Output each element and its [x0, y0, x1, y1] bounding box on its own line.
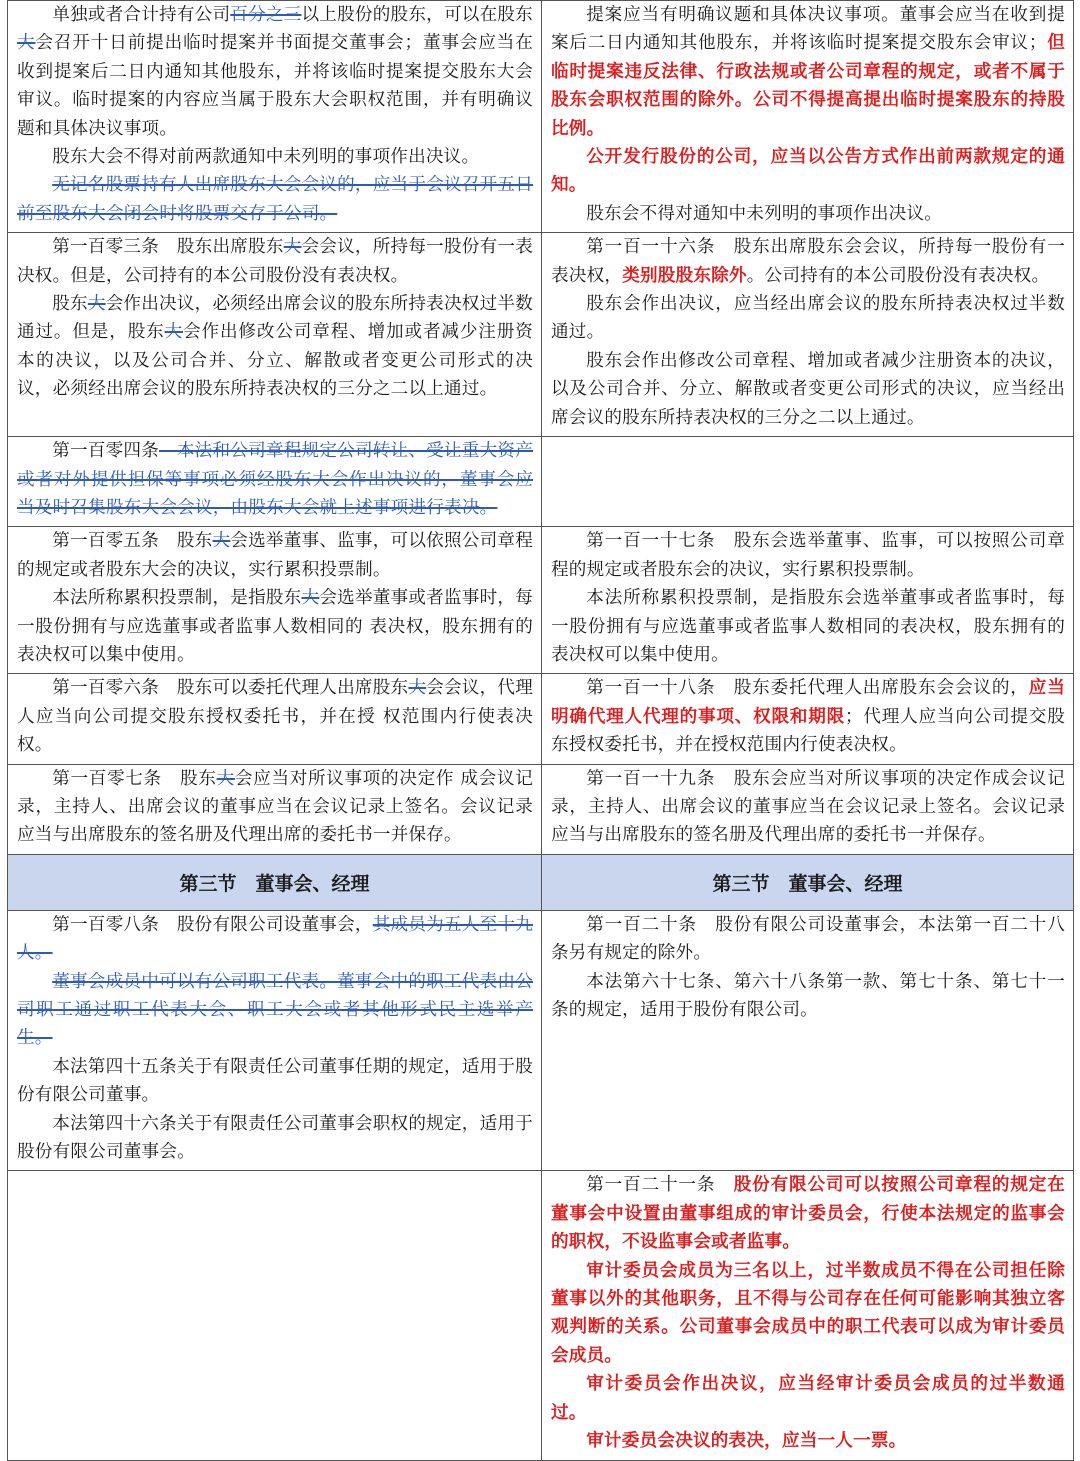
text-segment: 第一百一十七条 股东会选举董事、监事，可以按照公司章程的规定或者股东会的决议，实行累积投票制。	[551, 531, 1065, 580]
text-segment: 本法所称累积投票制，是指股东会选举董事或者监事时，每一股份拥有与应选董事或者监事人数相同的表决权，股东拥有的表决权可以集中使用。	[551, 588, 1065, 665]
deleted-text: 无记名股票持有人出席股东大会会议的，应当于会议召开五日前至股东大会闭会时将股票交存于公司。	[17, 175, 533, 224]
text-segment: ；代理人应当向公司提交股东授权委托书，并在授权范围内行使表决权。	[551, 706, 1065, 756]
paragraph	[551, 1427, 1065, 1455]
text-segment: 第一百二十一条	[586, 1175, 734, 1196]
new-law-cell	[542, 910, 1074, 1171]
added-text: 股份有限公司可以按照公司章程的规定在董事会中设置由董事组成的审计委员会，行使本法规定的监事会的职权，不设监事会或者监事。	[551, 1174, 1065, 1253]
text-segment: 以上股份的股东，可以在股东	[301, 5, 533, 25]
paragraph	[17, 1053, 533, 1110]
paragraph	[17, 584, 533, 669]
text-segment: 提案应当有明确议题和具体决议事项。董事会应当在收到提案后二日内通知其他股东，并将该临时提案提交股东会审议；	[551, 5, 1065, 54]
paragraph	[551, 347, 1065, 432]
text-segment: 股东会作出修改公司章程、增加或者减少注册资本的决议，以及公司合并、分立、解散或者变更公司形式的决议，应当经出席会议的股东所持表决权的三分之二以上通过。	[551, 350, 1065, 428]
paragraph	[551, 968, 1065, 1025]
text-segment: 第一百零五条 股东	[52, 531, 213, 552]
old-law-cell	[8, 233, 542, 437]
paragraph	[551, 584, 1065, 669]
text-segment: 股东会不得对通知中未列明的事项作出决议。	[586, 203, 943, 224]
new-law-cell	[542, 527, 1074, 674]
text-segment: 本法所称累积投票制，是指股东	[52, 588, 302, 609]
added-text: 审计委员会作出决议，应当经审计委员会成员的过半数通过。	[551, 1373, 1065, 1423]
table-row	[8, 910, 1074, 1171]
text-segment: 第一百二十条 股份有限公司设董事会，本法第一百二十八条另有规定的除外。	[551, 914, 1065, 964]
new-law-cell	[542, 764, 1074, 854]
text-segment: 第一百零七条 股东	[52, 768, 217, 789]
deleted-text: 大	[87, 294, 106, 315]
comparison-table	[7, 0, 1074, 1461]
added-text: 公开发行股份的公司，应当以公告方式作出前两款规定的通知。	[551, 146, 1065, 196]
text-segment: 第一百零六条 股东可以委托代理人出席股东	[52, 678, 409, 699]
deleted-text: 大	[301, 588, 320, 609]
old-law-cell	[8, 527, 542, 674]
deleted-text: 大	[212, 531, 231, 552]
section-title: 第三节 董事会、经理	[8, 854, 542, 910]
paragraph	[551, 233, 1065, 290]
new-law-cell	[542, 1, 1074, 233]
new-law-cell	[542, 233, 1074, 437]
text-segment: 会选举董事或者监事时，每一股份拥有与应选董事或者监事人数相同的 表决权，股东拥有的表决权可以集中使用。	[17, 588, 533, 665]
paragraph	[551, 1370, 1065, 1427]
old-law-cell	[8, 674, 542, 764]
text-segment: 股东会作出决议，应当经出席会议的股东所持表决权过半数通过。	[551, 294, 1065, 343]
old-law-cell	[8, 1, 542, 233]
paragraph	[17, 968, 533, 1053]
deleted-text: 董事会成员中可以有公司职工代表。董事会中的职工代表由公司职工通过职工代表大会、职工大会或者其他形式民主选举产生。	[17, 971, 533, 1049]
section-header-row	[8, 854, 1074, 910]
text-segment: 第一百一十九条 股东会应当对所议事项的决定作成会议记录，主持人、出席会议的董事应当在会议记录上签名。会议记录应当与出席股东的签名册及代理出席的委托书一并保存。	[551, 768, 1065, 846]
paragraph	[551, 911, 1065, 968]
paragraph	[17, 911, 533, 968]
text-segment: 会会议，所持每一股份有一表决权。但是，公司持有的本公司股份没有表决权。	[17, 237, 533, 286]
text-segment: 会会议，代理人应当向公司提交股东授权委托书，并在授 权范围内行使表决权。	[17, 678, 533, 756]
added-text: 审计委员会成员为三名以上，过半数成员不得在公司担任除董事以外的其他职务，且不得与公司存在任何可能影响其独立客观判断的关系。公司董事会成员中的职工代表可以成为审计委员会成员。	[551, 1259, 1065, 1366]
paragraph	[17, 674, 533, 759]
text-segment: 。公司持有的本公司股份没有表决权。	[746, 265, 1050, 286]
table-row	[8, 674, 1074, 764]
text-segment: 会作出决议，必须经出席会议的股东所持表决权过半数通过。但是，股东	[17, 294, 533, 343]
added-text: 类别股股东除外	[622, 264, 747, 286]
text-segment: 会作出修改公司章程、增加或者减少注册资本的决议，以及公司合并、分立、解散或者变更公司形式的决议，必须经出席会议的股东所持表决权的三分之二以上通过。	[17, 322, 533, 400]
text-segment: 本法第四十五条关于有限责任公司董事任期的规定，适用于股份有限公司董事。	[17, 1056, 533, 1106]
new-law-cell	[542, 1171, 1074, 1460]
paragraph	[551, 290, 1065, 347]
text-segment: 会选举董事、监事，可以依照公司章程的规定或者股东大会的决议，实行累积投票制。	[17, 531, 533, 580]
deleted-text: 大	[283, 237, 302, 258]
table-row	[8, 527, 1074, 674]
paragraph	[17, 171, 533, 228]
paragraph	[17, 143, 533, 171]
text-segment: 股东大会不得对前两款通知中未列明的事项作出决议。	[52, 147, 480, 168]
paragraph	[17, 527, 533, 584]
paragraph	[551, 1257, 1065, 1371]
paragraph	[17, 1, 533, 143]
table-row	[8, 1171, 1074, 1460]
deleted-text: 大	[17, 33, 36, 54]
deleted-text: 百分之三	[230, 5, 302, 25]
text-segment: 第一百零四条	[52, 441, 160, 462]
paragraph	[551, 143, 1065, 200]
paragraph	[551, 200, 1065, 228]
old-law-cell	[8, 764, 542, 854]
table-row	[8, 233, 1074, 437]
added-text: 但临时提案违反法律、行政法规或者公司章程的规定，或者不属于股东会职权范围的除外。公司不得提高提出临时提案股东的持股比例。	[551, 32, 1066, 139]
table-row	[8, 437, 1074, 527]
text-segment: 会应当对所议事项的决定作 成会议记录，主持人、出席会议的董事应当在会议记录上签名。会议记录应当与出席股东的签名册及代理出席的委托书一并保存。	[17, 768, 534, 846]
paragraph	[551, 527, 1065, 584]
paragraph	[551, 1171, 1065, 1256]
text-segment: 第一百零三条 股东出席股东	[52, 237, 284, 258]
deleted-text: 大	[216, 768, 235, 789]
paragraph	[17, 1110, 533, 1167]
text-segment: 单独或者合计持有公司	[52, 5, 231, 25]
paragraph	[17, 437, 533, 522]
paragraph	[551, 674, 1065, 759]
deleted-text: 大	[408, 678, 427, 699]
table-row	[8, 764, 1074, 854]
deleted-text: 其成员为五人至十九人。	[17, 914, 533, 964]
paragraph	[551, 1, 1065, 143]
text-segment: 会召开十日前提出临时提案并书面提交董事会；董事会应当在收到提案后二日内通知其他股东，并将该临时提案提交股东大会审议。临时提案的内容应当属于股东大会职权范围，并有明确议题和具体决议事项。	[17, 33, 533, 139]
paragraph	[17, 233, 533, 290]
table-row	[8, 1, 1074, 233]
paragraph	[17, 765, 533, 850]
section-title: 第三节 董事会、经理	[542, 854, 1074, 910]
paragraph	[551, 765, 1065, 850]
deleted-text: 本法和公司章程规定公司转让、受让重大资产或者对外提供担保等事项必须经股东大会作出决议的，董事会应当及时召集股东大会会议，由股东大会就上述事项进行表决。	[17, 441, 534, 518]
text-segment: 第一百零八条 股份有限公司设董事会，	[52, 914, 373, 935]
paragraph	[17, 290, 533, 404]
new-law-cell	[542, 437, 1074, 527]
text-segment: 本法第六十七条、第六十八条第一款、第七十条、第七十一条的规定，适用于股份有限公司。	[551, 971, 1065, 1020]
old-law-cell	[8, 1171, 542, 1460]
old-law-cell	[8, 910, 542, 1171]
new-law-cell	[542, 674, 1074, 764]
deleted-text: 大	[164, 322, 184, 343]
text-segment: 第一百一十六条 股东出席股东会会议，所持每一股份有一表决权，	[551, 237, 1065, 286]
text-segment: 股东	[52, 294, 88, 315]
old-law-cell	[8, 437, 542, 527]
added-text: 应当明确代理人代理的事项、权限和期限	[551, 677, 1065, 727]
text-segment: 第一百一十八条 股东委托代理人出席股东会会议的，	[586, 678, 1029, 699]
added-text: 审计委员会决议的表决，应当一人一票。	[586, 1430, 907, 1452]
text-segment: 本法第四十六条关于有限责任公司董事会职权的规定，适用于股份有限公司董事会。	[17, 1113, 533, 1163]
